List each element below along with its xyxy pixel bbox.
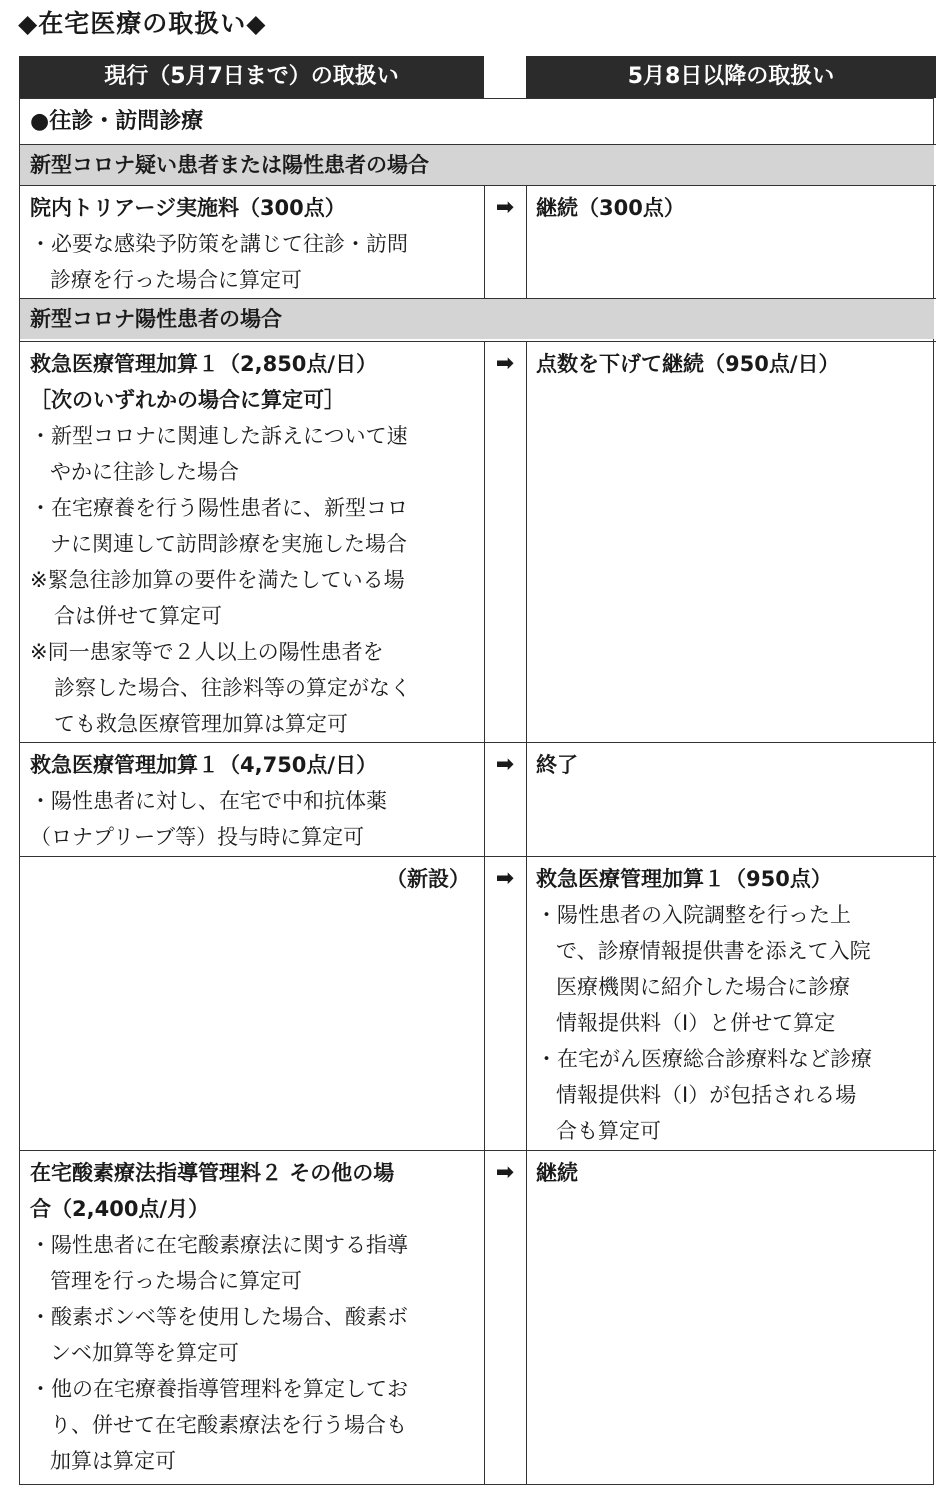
row-text-line: 合は併せて算定可 — [54, 604, 222, 628]
row-heading-continued: 合（2,400点/月） — [30, 1197, 210, 1221]
row-text-line: り、併せて在宅酸素療法を行う場合も — [50, 1413, 407, 1437]
row-heading: 救急医療管理加算１（4,750点/日） — [30, 753, 378, 777]
column-header-after: 5月8日以降の取扱い — [526, 56, 936, 98]
row-heading: 救急医療管理加算１（2,850点/日） — [30, 352, 378, 376]
row-emergency-950-after — [536, 861, 931, 1149]
row-text-line: ・他の在宅療養指導管理料を算定してお — [30, 1377, 408, 1401]
divider — [19, 1150, 936, 1151]
row-emergency-4750-current — [30, 747, 480, 855]
column-header-current: 現行（5月7日まで）の取扱い — [19, 56, 484, 98]
row-text-line: 合も算定可 — [556, 1119, 661, 1143]
row-text-line: ンベ加算等を算定可 — [50, 1341, 239, 1365]
row-home-oxygen-current — [30, 1155, 480, 1479]
row-text-line: ※同一患家等で２人以上の陽性患者を — [30, 640, 384, 664]
row-text-line: やかに往診した場合 — [50, 460, 239, 484]
row-text-line: 医療機関に紹介した場合に診療 — [556, 975, 850, 999]
row-text-line: ※緊急往診加算の要件を満たしている場 — [30, 568, 405, 592]
page-title: ◆在宅医療の取扱い◆ — [18, 9, 267, 38]
row-text-line: ても救急医療管理加算は算定可 — [54, 712, 348, 736]
new-item-label: （新設） — [386, 867, 470, 891]
column-divider — [484, 186, 485, 298]
divider — [19, 856, 936, 857]
row-text-line: ［次のいずれかの場合に算定可］ — [30, 388, 345, 412]
row-text-line: ・陽性患者の入院調整を行った上 — [536, 903, 851, 927]
row-text-line: ・陽性患者に在宅酸素療法に関する指導 — [30, 1233, 408, 1257]
row-triage-current — [30, 190, 480, 298]
column-divider — [526, 342, 527, 1485]
arrow-icon: ➡ — [495, 752, 515, 777]
row-heading: 継続（300点） — [536, 196, 685, 220]
row-heading: 点数を下げて継続（950点/日） — [536, 352, 840, 376]
divider — [19, 185, 936, 186]
row-text-line: 管理を行った場合に算定可 — [50, 1269, 302, 1293]
row-heading: 院内トリアージ実施料（300点） — [30, 196, 346, 220]
row-text-line: 情報提供料（Ⅰ）と併せて算定 — [556, 1011, 836, 1035]
arrow-icon: ➡ — [495, 195, 515, 220]
row-text-line: ナに関連して訪問診療を実施した場合 — [50, 532, 407, 556]
row-emergency-2850-current — [30, 346, 480, 742]
row-heading: 終了 — [536, 753, 578, 777]
row-text-line: 加算は算定可 — [50, 1449, 176, 1473]
divider — [19, 341, 936, 342]
divider — [19, 742, 936, 743]
row-heading: 在宅酸素療法指導管理料２ その他の場 — [30, 1161, 395, 1185]
row-text-line: ・在宅がん医療総合診療料など診療 — [536, 1047, 872, 1071]
arrow-icon: ➡ — [495, 1160, 515, 1185]
row-text-line: ・新型コロナに関連した訴えについて速 — [30, 424, 408, 448]
group-label-positive: 新型コロナ陽性患者の場合 — [20, 299, 934, 339]
row-heading: 継続 — [536, 1161, 578, 1185]
column-divider — [484, 342, 485, 1485]
group-label-suspected-or-positive: 新型コロナ疑い患者または陽性患者の場合 — [20, 145, 934, 185]
arrow-icon: ➡ — [495, 351, 515, 376]
row-triage-after — [536, 190, 931, 226]
row-text-line: ・必要な感染予防策を講じて往診・訪問 — [30, 232, 408, 256]
column-divider — [526, 186, 527, 298]
row-text-line: ・酸素ボンベ等を使用した場合、酸素ボ — [30, 1305, 408, 1329]
arrow-icon: ➡ — [495, 866, 515, 891]
row-heading: 救急医療管理加算１（950点） — [536, 867, 832, 891]
row-text-line: で、診療情報提供書を添えて入院 — [556, 939, 871, 963]
row-emergency-2850-after — [536, 346, 931, 382]
row-text-line: 診療を行った場合に算定可 — [50, 268, 302, 292]
row-text-line: ・在宅療養を行う陽性患者に、新型コロ — [30, 496, 408, 520]
row-text-line: 診察した場合、往診料等の算定がなく — [54, 676, 411, 700]
row-emergency-4750-after — [536, 747, 931, 783]
row-text-line: ・陽性患者に対し、在宅で中和抗体薬 — [30, 789, 387, 813]
row-home-oxygen-after — [536, 1155, 931, 1191]
section-title: ●往診・訪問診療 — [30, 109, 204, 134]
row-text-line: （ロナプリーブ等）投与時に算定可 — [30, 825, 365, 849]
row-text-line: 情報提供料（Ⅰ）が包括される場 — [556, 1083, 857, 1107]
